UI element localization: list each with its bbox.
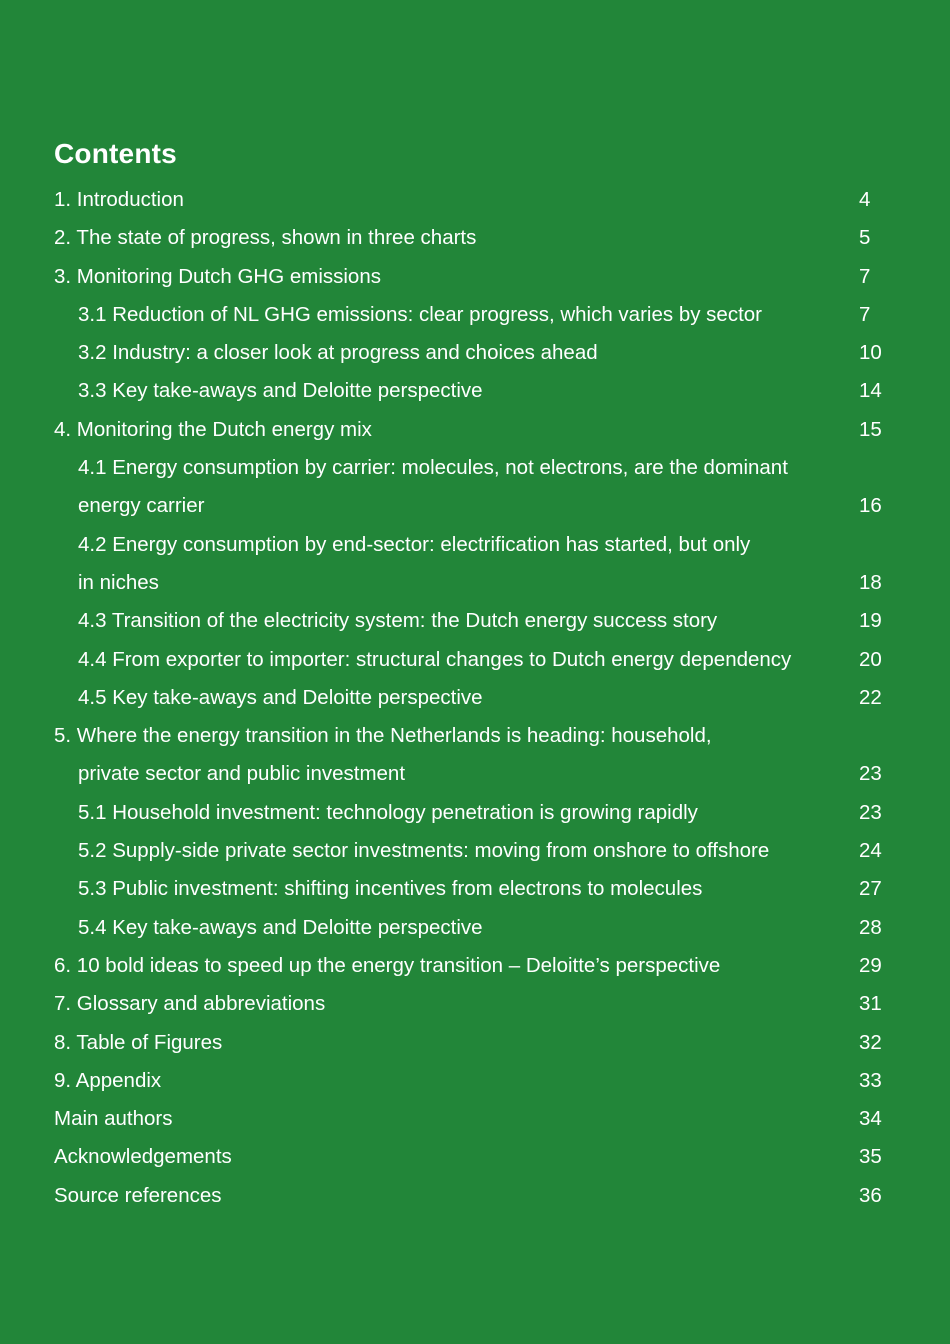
toc-entry-title-line: 3.3 Key take-aways and Deloitte perspective (78, 379, 483, 403)
toc-entry[interactable] (54, 1177, 894, 1215)
toc-entry-title (78, 832, 834, 870)
toc-entry-title-line: 4. Monitoring the Dutch energy mix (54, 417, 372, 441)
toc-entry-title (54, 1024, 834, 1062)
toc-entry-title (54, 985, 834, 1023)
toc-entry-title-line: Main authors (54, 1107, 173, 1131)
toc-entry-title (78, 909, 834, 947)
toc-entry-title (54, 947, 834, 985)
toc-page-number: 18 (859, 570, 882, 594)
toc-entry-title-line: 5. Where the energy transition in the Netherlands is heading: household, (54, 724, 712, 748)
toc-entry-title-line: 5.1 Household investment: technology penetration is growing rapidly (78, 800, 698, 824)
toc-entry-title-line: 5.3 Public investment: shifting incentives from electrons to molecules (78, 877, 703, 901)
toc-entry[interactable] (54, 411, 894, 449)
toc-entry-title (78, 641, 834, 679)
toc-entry-title (78, 602, 834, 640)
toc-entry[interactable] (54, 1062, 894, 1100)
toc-entry[interactable] (54, 526, 894, 603)
toc-page-number: 35 (859, 1145, 882, 1169)
toc-entry-title-line: 3.2 Industry: a closer look at progress and choices ahead (78, 341, 598, 365)
toc-entry[interactable] (54, 641, 894, 679)
toc-entry-title (78, 372, 834, 410)
toc-entry-title-line: 5.2 Supply-side private sector investments: moving from onshore to offshore (78, 839, 770, 863)
toc-entry-title (54, 1138, 834, 1176)
toc-page-number: 19 (859, 609, 882, 633)
toc-entry[interactable] (54, 679, 894, 717)
toc-entry[interactable] (54, 1024, 894, 1062)
toc-entry-title-line: 4.5 Key take-aways and Deloitte perspective (78, 685, 483, 709)
toc-entry-title-line: 7. Glossary and abbreviations (54, 992, 326, 1016)
toc-page-number: 22 (859, 685, 882, 709)
toc-page-number: 15 (859, 417, 882, 441)
toc-entry-title (54, 1100, 834, 1138)
toc-entry-title-line: 6. 10 bold ideas to speed up the energy transition – Deloitte’s perspective (54, 953, 721, 977)
toc-entry-title-line: 9. Appendix (54, 1068, 162, 1092)
toc-entry-title-line: 1. Introduction (54, 188, 184, 211)
toc-entry-title-line: 4.3 Transition of the electricity system: the Dutch energy success story (78, 609, 718, 633)
toc-entry-title-line: 4.4 From exporter to importer: structural changes to Dutch energy dependency (78, 647, 792, 671)
toc-entry-title (78, 526, 834, 603)
toc-page-number: 10 (859, 341, 882, 365)
toc-page-number: 7 (859, 264, 871, 288)
toc-entry[interactable] (54, 909, 894, 947)
toc-page-number: 7 (859, 302, 871, 326)
toc-entry[interactable] (54, 219, 894, 257)
toc-entry-title-line: 3.1 Reduction of NL GHG emissions: clear progress, which varies by sector (78, 302, 762, 326)
toc-entry-title (54, 717, 834, 794)
toc-entry[interactable] (54, 985, 894, 1023)
toc-page-number: 14 (859, 379, 882, 403)
toc-entry-title (78, 794, 834, 832)
toc-page-number: 23 (859, 800, 882, 824)
toc-entry[interactable] (54, 181, 894, 219)
toc-page-number: 4 (859, 188, 871, 211)
toc-entry-title-line: Source references (54, 1183, 222, 1207)
toc-entry-title-line: 5.4 Key take-aways and Deloitte perspective (78, 915, 483, 939)
toc-entry-title (78, 296, 834, 334)
toc-entry-title-line: in niches (78, 570, 159, 594)
toc-page-number: 20 (859, 647, 882, 671)
toc-entry[interactable] (54, 258, 894, 296)
toc-entry[interactable] (54, 334, 894, 372)
toc-entry[interactable] (54, 947, 894, 985)
toc-entry-title (54, 258, 834, 296)
toc-page-number: 24 (859, 839, 882, 863)
toc-page-number: 23 (859, 762, 882, 786)
toc-entry[interactable] (54, 794, 894, 832)
toc-entry-title-line: 4.2 Energy consumption by end-sector: electrification has started, but only (78, 532, 751, 556)
toc-entry[interactable] (54, 372, 894, 410)
toc-entry-title-line: 8. Table of Figures (54, 1030, 223, 1054)
toc-page-number: 29 (859, 953, 882, 977)
toc-entry[interactable] (54, 1138, 894, 1176)
toc-entry[interactable] (54, 1100, 894, 1138)
toc-entry-title (78, 449, 834, 526)
toc-page-number: 16 (859, 494, 882, 518)
toc-entry-title (54, 411, 834, 449)
toc-page-number: 27 (859, 877, 882, 901)
toc-entry-title-line: 2. The state of progress, shown in three charts (54, 226, 477, 250)
toc-entry-title-line: Acknowledgements (54, 1145, 232, 1169)
toc-entry-title (54, 1177, 834, 1215)
toc-entry-title (78, 870, 834, 908)
toc-entry-title-line: energy carrier (78, 494, 205, 518)
toc-entry-title-line: 3. Monitoring Dutch GHG emissions (54, 264, 381, 288)
toc-entry[interactable] (54, 717, 894, 794)
toc-entry-title (78, 334, 834, 372)
table-of-contents (54, 181, 894, 1215)
toc-page-number: 28 (859, 915, 882, 939)
toc-page-number: 5 (859, 226, 871, 250)
toc-page-number: 31 (859, 992, 882, 1016)
toc-page-number: 32 (859, 1030, 882, 1054)
toc-entry[interactable] (54, 832, 894, 870)
toc-entry[interactable] (54, 449, 894, 526)
toc-page-number: 33 (859, 1068, 882, 1092)
toc-page-number: 36 (859, 1183, 882, 1207)
toc-entry-title (54, 219, 834, 257)
contents-heading: Contents (54, 138, 177, 169)
toc-entry-title (78, 679, 834, 717)
toc-entry-title (54, 181, 834, 219)
toc-entry-title-line: 4.1 Energy consumption by carrier: molecules, not electrons, are the dominant (78, 456, 788, 480)
toc-entry[interactable] (54, 296, 894, 334)
toc-entry[interactable] (54, 870, 894, 908)
toc-entry-title (54, 1062, 834, 1100)
toc-entry[interactable] (54, 602, 894, 640)
toc-page-number: 34 (859, 1107, 882, 1131)
toc-entry-title-line: private sector and public investment (78, 762, 406, 786)
